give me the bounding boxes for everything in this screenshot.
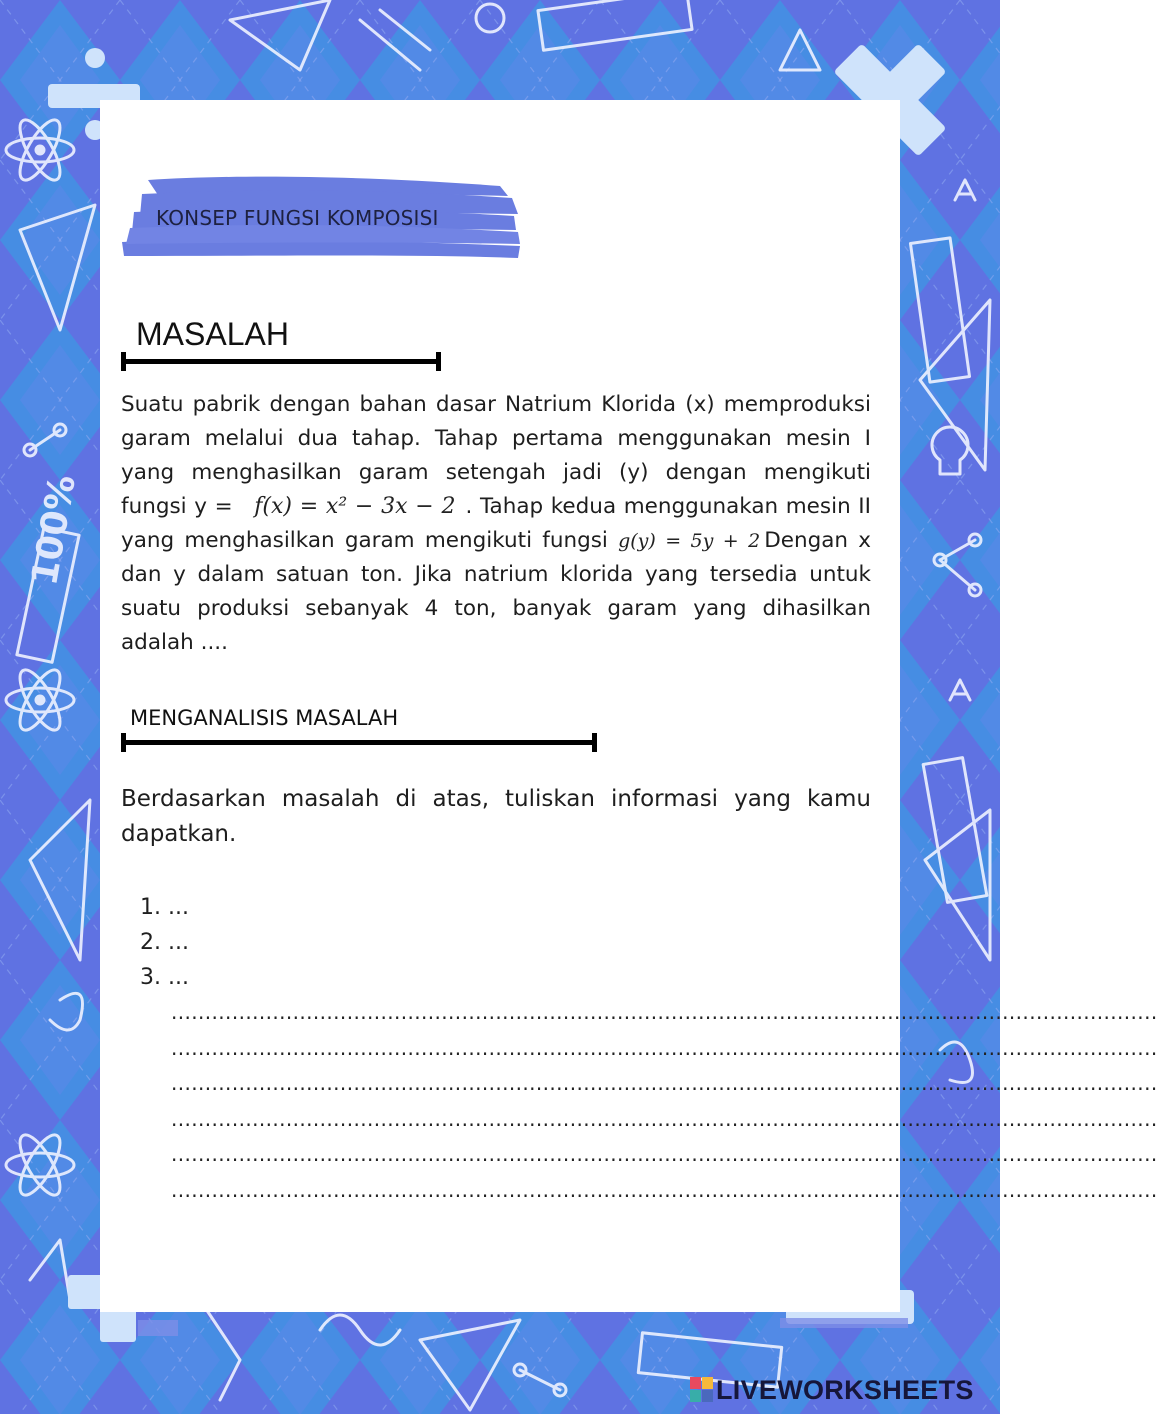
list-item xyxy=(140,925,189,960)
analysis-instruction: Berdasarkan masalah di atas, tuliskan informasi yang kamu dapatkan. xyxy=(121,786,871,847)
liveworksheets-brand xyxy=(690,1372,974,1408)
answer-line[interactable]: .................................................................................................................................................. xyxy=(171,1071,1158,1095)
formula-g: g(y) = 5y + 2 xyxy=(618,530,761,552)
list-item-number: 1. xyxy=(140,895,161,920)
problem-text-part2: . Tahap kedua menggunakan mesin II yang menghasilkan garam mengikuti fungsi xyxy=(121,494,871,553)
problem-heading-underline xyxy=(121,359,441,364)
list-item-number: 2. xyxy=(140,930,161,955)
list-item-answer[interactable]: ... xyxy=(168,965,189,990)
list-item-number: 3. xyxy=(140,965,161,990)
liveworksheets-logo-icon xyxy=(690,1377,714,1403)
list-item xyxy=(140,890,189,925)
svg-text:100%: 100% xyxy=(24,471,84,589)
analysis-heading-underline xyxy=(121,740,597,745)
page-title: KONSEP FUNGSI KOMPOSISI xyxy=(156,206,439,230)
problem-heading: MASALAH xyxy=(136,316,289,352)
answer-line[interactable]: .................................................................................................................................................. xyxy=(171,1000,1158,1024)
info-list xyxy=(140,890,189,995)
list-item-answer[interactable]: ... xyxy=(168,930,189,955)
list-item-answer[interactable]: ... xyxy=(168,895,189,920)
answer-line[interactable]: .................................................................................................................................................. xyxy=(171,1035,1158,1060)
problem-text-part1: Suatu pabrik dengan bahan dasar Natrium Klorida (x) memproduksi garam melalui dua tahap. Tahap pertama menggunakan mesin I yang menghasilkan garam setengah jadi (y) dengan mengikuti fungsi y = xyxy=(121,392,871,519)
title-banner xyxy=(120,172,525,268)
formula-f: f(x) = x² − 3x − 2 xyxy=(254,494,456,519)
problem-text-part3: Dengan x dan y dalam satuan ton. Jika natrium klorida yang tersedia untuk suatu produksi sebanyak 4 ton, banyak garam yang dihasilkan adalah .... xyxy=(121,528,871,655)
answer-line[interactable]: .................................................................................................................................................. xyxy=(171,1142,1158,1166)
problem-text xyxy=(121,388,871,660)
analysis-heading: MENGANALISIS MASALAH xyxy=(130,706,399,730)
answer-line[interactable]: .................................................................................................................................................. xyxy=(171,1106,1158,1131)
brand-name: LIVEWORKSHEETS xyxy=(716,1374,974,1405)
answer-lines xyxy=(171,995,1158,1208)
answer-line[interactable]: .................................................................................................................................................. xyxy=(171,1177,1158,1202)
list-item xyxy=(140,960,189,995)
